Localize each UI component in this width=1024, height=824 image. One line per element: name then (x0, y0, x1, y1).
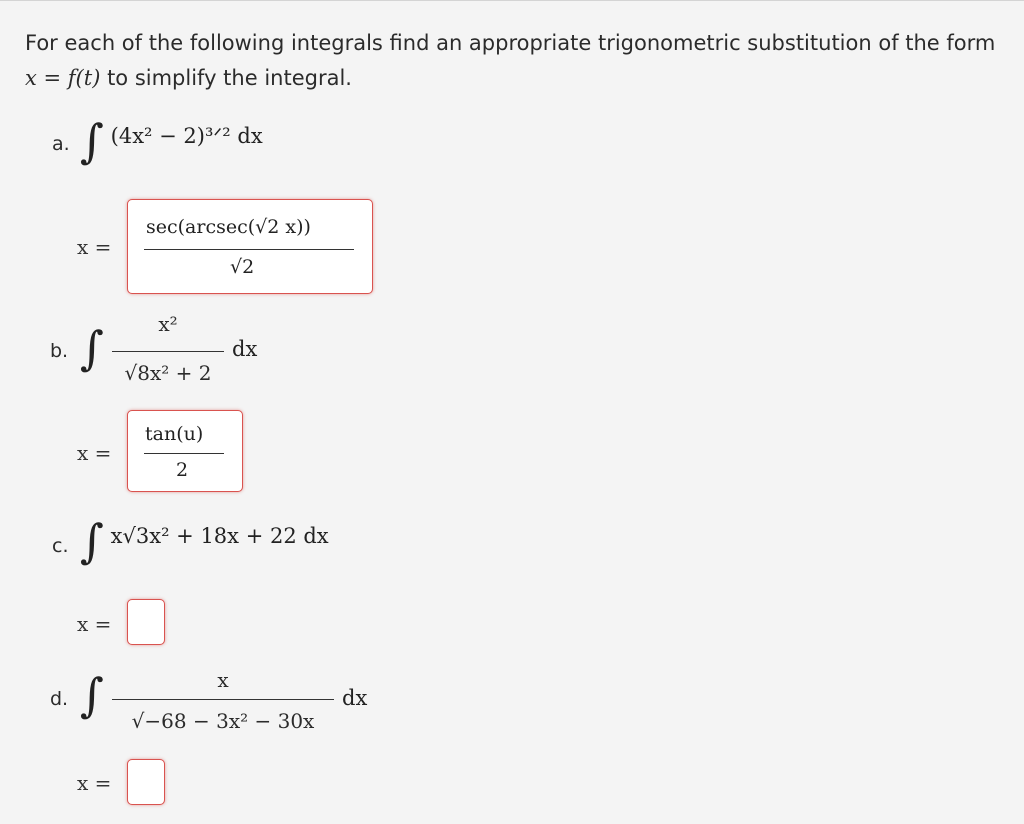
problem-b-integral (80, 321, 104, 375)
problem-a-answer-lhs: x = (77, 235, 112, 259)
problem-a-answer-field[interactable] (127, 199, 373, 294)
problem-a-label: a. (52, 133, 70, 155)
prompt-line-2: to simplify the integral. (100, 66, 352, 90)
problem-b-label: b. (50, 340, 69, 362)
problem-d-integral (80, 668, 104, 722)
problem-c-integrand: x√3x² + 18x + 22 dx (110, 524, 329, 548)
problem-b-answer-denominator: 2 (176, 459, 189, 481)
integral-sign-icon: ∫ (80, 321, 104, 375)
integral-sign-icon: ∫ (80, 668, 104, 722)
problem-a-answer-numerator: sec(arcsec(√2 x)) (146, 216, 311, 238)
problem-d-denominator: √−68 − 3x² − 30x (131, 709, 315, 733)
problem-b-fraction-bar (112, 351, 224, 352)
integral-sign-icon: ∫ (80, 514, 104, 568)
prompt-line-1: For each of the following integrals find an appropriate trigonometric substitution of the form (25, 31, 996, 55)
problem-b-answer-numerator: tan(u) (145, 423, 204, 445)
problem-b-answer-lhs: x = (77, 441, 112, 465)
problem-c-answer-field[interactable] (127, 599, 165, 645)
problem-c-answer-lhs: x = (77, 612, 112, 636)
problem-a-integral (80, 114, 263, 168)
prompt-substitution-form: x = f(t) (25, 66, 101, 90)
problem-c-integral (80, 514, 329, 568)
problem-d-label: d. (50, 688, 69, 710)
problem-a-answer-denominator: √2 (230, 256, 255, 278)
problem-d-fraction-bar (112, 699, 334, 700)
problem-b-numerator: x² (158, 312, 178, 336)
problem-d-answer-field[interactable] (127, 759, 165, 805)
problem-b-denominator: √8x² + 2 (124, 361, 212, 385)
problem-d-answer-lhs: x = (77, 771, 112, 795)
integral-sign-icon: ∫ (80, 114, 104, 168)
problem-c-label: c. (52, 535, 69, 557)
problem-b-answer-field[interactable] (127, 410, 243, 492)
problem-a-integrand: (4x² − 2)³ᐟ² dx (110, 124, 263, 148)
question-prompt (25, 26, 1005, 96)
problem-d-numerator: x (217, 668, 229, 692)
problem-d-differential: dx (342, 686, 368, 710)
problem-b-answer-fraction-bar (144, 453, 224, 454)
top-divider (0, 0, 1024, 1)
problem-a-answer-fraction-bar (144, 249, 354, 250)
problem-b-differential: dx (232, 337, 258, 361)
